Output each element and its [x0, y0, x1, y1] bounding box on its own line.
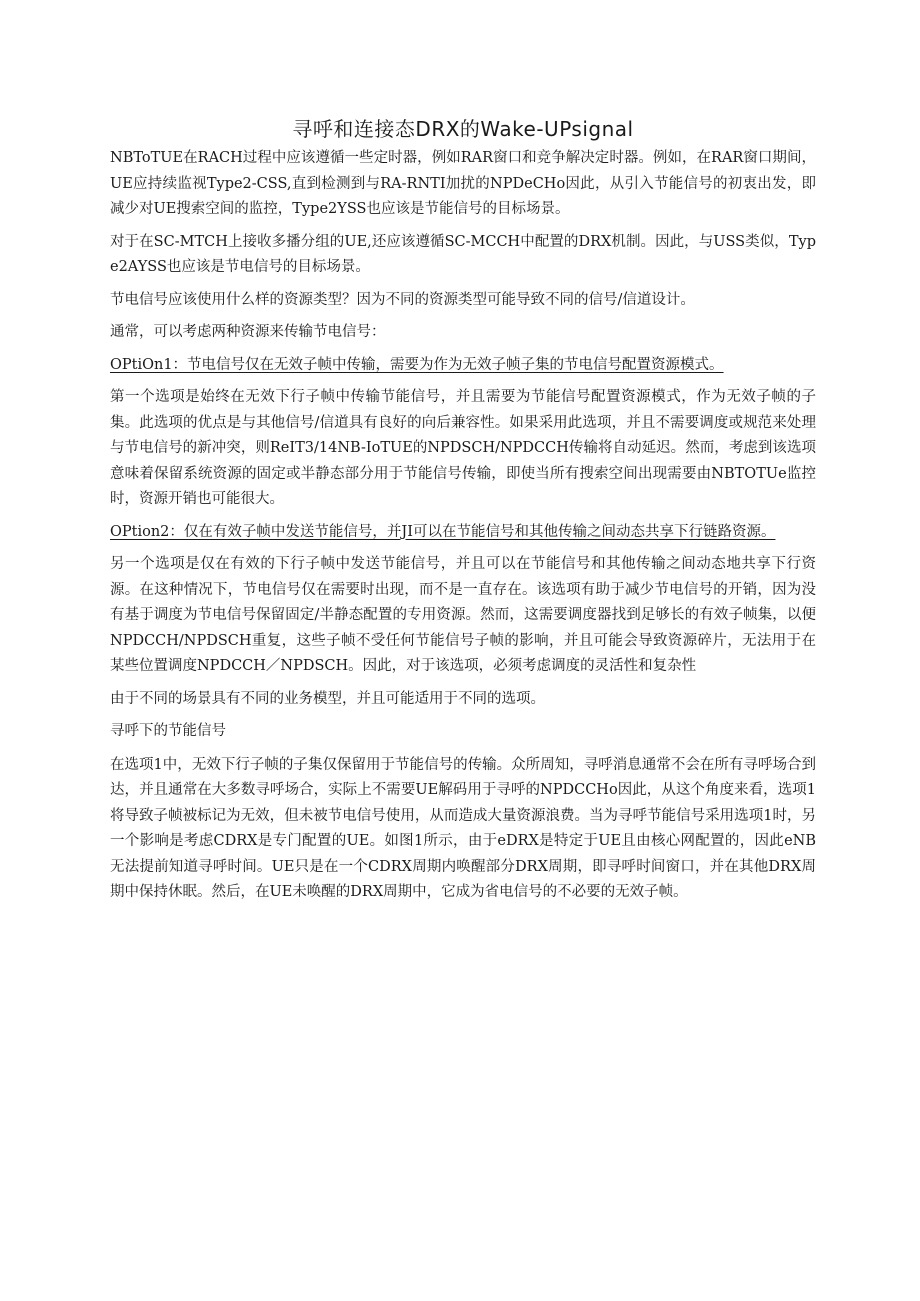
paragraph-paging: 在选项1中，无效下行子帧的子集仅保留用于节能信号的传输。众所周知，寻呼消息通常不会在所有寻呼场合到达，并且通常在大多数寻呼场合，实际上不需要UE解码用于寻呼的NPDCCHo因此，从这个角度来看，选项1将导致子帧被标记为无效，但未被节电信号使用，从而造成大量资源浪费。当为寻呼节能信号采用选项1时，另一个影响是考虑CDRX是专门配置的UE。如图1所示，由于eDRX是特定于UE且由核心网配置的，因此eNB无法提前知道寻呼时间。UE只是在一个CDRX周期内唤醒部分DRX周期，即寻呼时间窗口，并在其他DRX周期中保持休眠。然后，在UE未唤醒的DRX周期中，它成为省电信号的不必要的无效子帧。 — [110, 756, 816, 900]
paragraph-two-resources: 通常，可以考虑两种资源来传输节电信号： — [110, 324, 386, 340]
document-title: 寻呼和连接态DRX的Wake-UPsignal — [292, 117, 634, 141]
paragraph-sc-mtch: 对于在SC-MTCH上接收多播分组的UE,还应该遵循SC-MCCH中配置的DRX机制。因此，与USS类似，Type2AYSS也应该是节电信号的目标场景。 — [110, 233, 816, 275]
paragraph-scenarios: 由于不同的场景具有不同的业务模型，并且可能适用于不同的选项。 — [110, 690, 545, 707]
document-page — [110, 114, 816, 913]
paragraph-rach: NBToTUE在RACH过程中应该遵循一些定时器，例如RAR窗口和竞争解决定时器。例如，在RAR窗口期间，UE应持续监视Type2-CSS,直到检测到与RA-RNTI加扰的NPDeCHo因此，从引入节能信号的初衷出发，即减少对UE搜索空间的监控，Type2YSS也应该是节能信号的目标场景。 — [110, 150, 816, 217]
option2-heading: OPtion2：仅在有效子帧中发送节能信号，并JI可以在节能信号和其他传输之间动态共享下行链路资源。 — [110, 523, 776, 540]
option2-description: 另一个选项是仅在有效的下行子帧中发送节能信号，并且可以在节能信号和其他传输之间动态地共享下行资源。在这种情况下，节电信号仅在需要时出现，而不是一直存在。该选项有助于减少节电信号的开销，因为没有基于调度为节电信号保留固定/半静态配置的专用资源。然而，这需要调度器找到足够长的有效子帧集，以便NPDCCH/NPDSCH重复，这些子帧不受任何节能信号子帧的影响，并且可能会导致资源碎片，无法用于在某些位置调度NPDCCH／NPDSCH。因此，对于该选项，必须考虑调度的灵活性和复杂性 — [110, 556, 816, 674]
section-heading-paging: 寻呼下的节能信号 — [110, 723, 226, 739]
option1-heading: OPtiOn1：节电信号仅在无效子帧中传输，需要为作为无效子帧子集的节电信号配置资源模式。 — [110, 356, 724, 373]
paragraph-resource-question: 节电信号应该使用什么样的资源类型？因为不同的资源类型可能导致不同的信号/信道设计。 — [110, 291, 695, 308]
option1-description: 第一个选项是始终在无效下行子帧中传输节能信号，并且需要为节能信号配置资源模式，作为无效子帧的子集。此选项的优点是与其他信号/信道具有良好的向后兼容性。如果采用此选项，并且不需要调度或规范来处理与节电信号的新冲突，则ReIT3/14NB-IoTUE的NPDSCH/NPDCCH传输将自动延迟。然而，考虑到该选项意味着保留系统资源的固定或半静态部分用于节能信号传输，即使当所有搜索空间出现需要由NBTOTUe监控时，资源开销也可能很大。 — [110, 389, 816, 507]
